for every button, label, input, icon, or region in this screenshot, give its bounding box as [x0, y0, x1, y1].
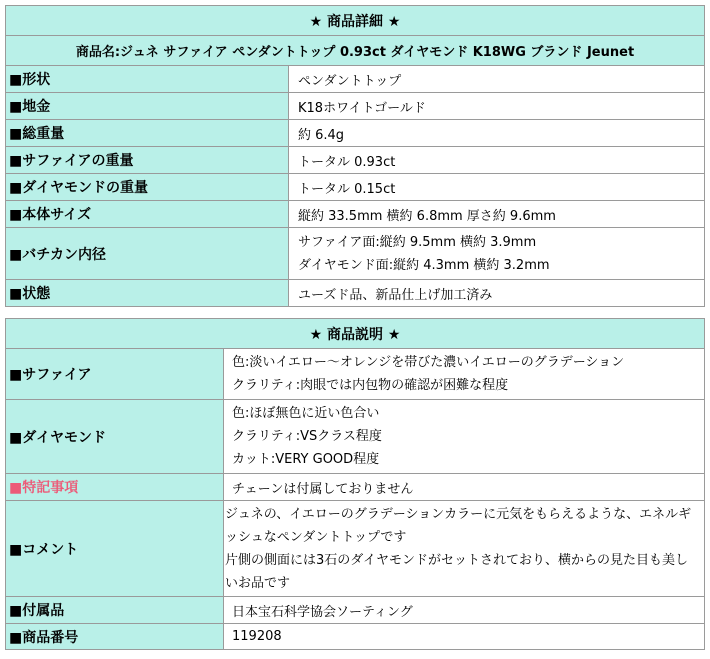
row-label-diamond: ■ダイヤモンド: [6, 400, 224, 474]
row-value-bail-size: [289, 228, 705, 280]
table-row: [6, 474, 705, 501]
table-row: [6, 201, 705, 228]
row-label-shape: ■形状: [6, 66, 289, 93]
row-value-shape: ペンダントトップ: [289, 66, 705, 93]
row-label-diamond-weight: ■ダイヤモンドの重量: [6, 174, 289, 201]
table-row: [6, 93, 705, 120]
row-label-sapphire: ■サファイア: [6, 349, 224, 400]
row-value-comment: [224, 501, 705, 597]
row-label-special-notes: ■特記事項: [6, 474, 224, 501]
row-label-accessories: ■付属品: [6, 597, 224, 624]
details-header: ★ 商品詳細 ★: [6, 6, 705, 36]
row-value-item-number: 119208: [224, 624, 705, 650]
row-value-condition: ユーズド品、新品仕上げ加工済み: [289, 280, 705, 307]
row-label-comment: ■コメント: [6, 501, 224, 597]
comment-paragraph-2: 片側の側面には3石のダイヤモンドがセットされており、横からの見た目も美しいお品です: [225, 552, 689, 591]
table-row: [6, 66, 705, 93]
row-label-sapphire-weight: ■サファイアの重量: [6, 147, 289, 174]
description-header: ★ 商品説明 ★: [6, 319, 705, 349]
row-value-diamond: [224, 400, 705, 474]
row-value-total-weight: 約 6.4g: [289, 120, 705, 147]
table-row: [6, 349, 705, 400]
table-row: [6, 624, 705, 650]
table-row: [6, 501, 705, 597]
sapphire-color: 色:淡いイエロー〜オレンジを帯びた濃いイエローのグラデーション: [232, 355, 625, 370]
table-row: [6, 228, 705, 280]
diamond-cut: カット:VERY GOOD程度: [232, 452, 380, 467]
product-details-table: [5, 5, 705, 307]
sapphire-clarity: クラリティ:肉眼では内包物の確認が困難な程度: [232, 378, 509, 393]
table-row: [6, 174, 705, 201]
row-value-special-notes: チェーンは付属しておりません: [224, 474, 705, 501]
row-label-bail-size: ■バチカン内径: [6, 228, 289, 280]
row-value-accessories: 日本宝石科学協会ソーティング: [224, 597, 705, 624]
row-value-sapphire: [224, 349, 705, 400]
product-description-table: [5, 318, 705, 650]
diamond-clarity: クラリティ:VSクラス程度: [232, 429, 382, 444]
table-row: [6, 400, 705, 474]
row-label-body-size: ■本体サイズ: [6, 201, 289, 228]
table-row: [6, 280, 705, 307]
row-label-total-weight: ■総重量: [6, 120, 289, 147]
table-row: [6, 597, 705, 624]
row-label-metal: ■地金: [6, 93, 289, 120]
product-name: 商品名:ジュネ サファイア ペンダントトップ 0.93ct ダイヤモンド K18WG ブランド Jeunet: [6, 36, 705, 66]
diamond-color: 色:ほぼ無色に近い色合い: [232, 406, 380, 421]
row-value-body-size: 縦約 33.5mm 横約 6.8mm 厚さ約 9.6mm: [289, 201, 705, 228]
bail-sapphire-side: サファイア面:縦約 9.5mm 横約 3.9mm: [298, 234, 537, 250]
row-label-condition: ■状態: [6, 280, 289, 307]
row-value-metal: K18ホワイトゴールド: [289, 93, 705, 120]
bail-diamond-side: ダイヤモンド面:縦約 4.3mm 横約 3.2mm: [298, 257, 550, 273]
row-label-item-number: ■商品番号: [6, 624, 224, 650]
row-value-diamond-weight: トータル 0.15ct: [289, 174, 705, 201]
row-value-sapphire-weight: トータル 0.93ct: [289, 147, 705, 174]
table-row: [6, 147, 705, 174]
comment-paragraph-1: ジュネの、イエローのグラデーションカラーに元気をもらえるような、エネルギッシュなペンダントトップです: [225, 506, 692, 545]
table-row: [6, 120, 705, 147]
